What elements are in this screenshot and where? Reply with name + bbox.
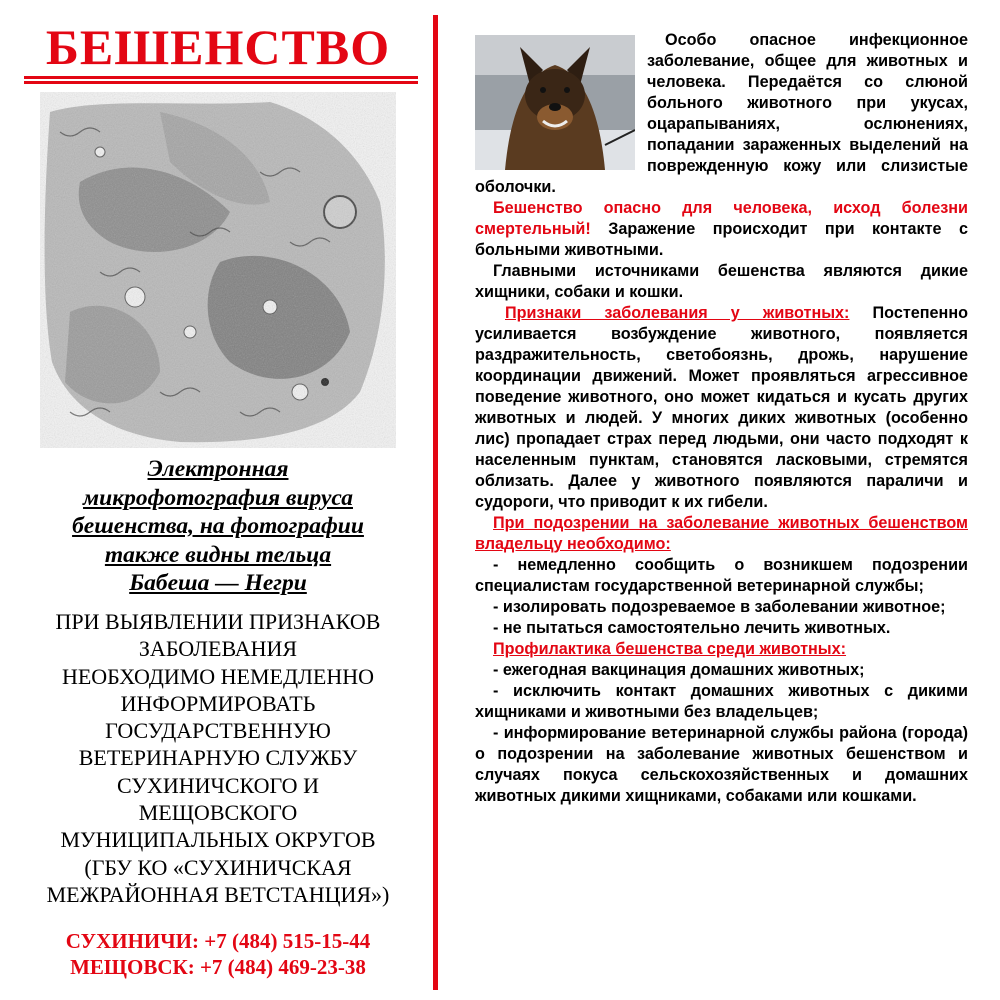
virus-micrograph-image xyxy=(40,92,396,448)
notice-line: (ГБУ КО «СУХИНИЧСКАЯ xyxy=(84,854,352,880)
notice-line: МЕЖРАЙОННАЯ ВЕТСТАНЦИЯ») xyxy=(46,881,390,907)
micrograph-caption xyxy=(18,455,418,598)
sources-paragraph: Главными источниками бешенства являются дикие хищники, собаки и кошки. xyxy=(475,262,968,301)
signs-text: Постепенно усиливается возбуждение животного, появляется раздражительность, светобоязнь, дрожь, нарушение координации движений. Может проявляться агрессивное поведение животного, оно может кидаться и кусать других животных и людей. У многих диких животных (особенно лис) пропадает страх перед людьми, они часто подходят к населенным пунктам, становятся ласковыми, стремятся облизать. Далее у животного появляются параличи и судороги, что приводит к их гибели. xyxy=(475,304,968,511)
notice-line: МУНИЦИПАЛЬНЫХ ОКРУГОВ xyxy=(60,827,376,853)
caption-line: Бабеша — Негри xyxy=(129,570,307,596)
phone-meshchovsk: МЕЩОВСК: +7 (484) 469-23-38 xyxy=(70,955,366,979)
title-underline-1 xyxy=(24,76,418,79)
owner-item: - изолировать подозреваемое в заболевании животное; xyxy=(493,598,946,616)
prevention-item: - исключить контакт домашних животных с дикими хищниками и животными без владельцев; xyxy=(475,682,968,721)
notice-line: НЕОБХОДИМО НЕМЕДЛЕННО xyxy=(61,663,375,689)
signs-paragraph xyxy=(475,303,968,513)
prevention-item: - ежегодная вакцинация домашних животных; xyxy=(493,661,865,679)
prevention-item: - информирование ветеринарной службы района (города) о подозрении на заболевание животных бешенством и случаях покуса сельскохозяйственных и домашних животных дикими хищниками, собаками или кошками. xyxy=(475,724,968,805)
left-column xyxy=(18,19,418,979)
owner-heading: При подозрении на заболевание животных бешенством владельцу необходимо: xyxy=(475,514,968,553)
right-column xyxy=(475,30,968,807)
notice-line: ЗАБОЛЕВАНИЯ xyxy=(138,636,298,662)
owner-item: - не пытаться самостоятельно лечить животных. xyxy=(493,619,891,637)
phone-sukhinichi: СУХИНИЧИ: +7 (484) 515-15-44 xyxy=(65,929,371,953)
intro-paragraph: Особо опасное инфекционное заболевание, общее для животных и человека. Передаётся со слюной больного животного при укусах, оцарапываниях, ослюнениях, попадании зараженных выделений на поврежденную кожу или слизистые оболочки. xyxy=(475,31,968,196)
notice-line: МЕЩОВСКОГО xyxy=(138,800,298,826)
notice-text xyxy=(18,608,418,908)
caption-line: микрофотография вируса xyxy=(83,484,353,511)
caption-line: также видны тельца xyxy=(104,541,332,568)
prevention-heading: Профилактика бешенства среди животных: xyxy=(493,640,847,658)
caption-line: Электронная xyxy=(147,456,289,482)
dog-photo xyxy=(475,35,635,170)
notice-line: ПРИ ВЫЯВЛЕНИИ ПРИЗНАКОВ xyxy=(55,609,381,634)
caption-line: бешенства, на фотографии xyxy=(72,513,364,539)
notice-line: ВЕТЕРИНАРНУЮ СЛУЖБУ xyxy=(78,745,358,771)
signs-heading: Признаки заболевания у животных: xyxy=(505,304,850,322)
notice-line: ИНФОРМИРОВАТЬ xyxy=(120,690,316,716)
danger-warning: Бешенство опасно для человека, исход болезни смертельный! xyxy=(475,199,968,238)
title-underline-2 xyxy=(24,81,418,84)
column-divider xyxy=(433,15,438,990)
page-title: БЕШЕНСТВО xyxy=(45,19,391,75)
owner-item: - немедленно сообщить о возникшем подозрении специалистам государственной ветеринарной службы; xyxy=(475,556,968,595)
contact-phones xyxy=(18,928,418,980)
notice-line: СУХИНИЧСКОГО И xyxy=(117,772,319,798)
danger-detail: Заражение происходит при контакте с больными животными. xyxy=(475,220,968,259)
notice-line: ГОСУДАРСТВЕННУЮ xyxy=(105,718,331,744)
danger-paragraph xyxy=(475,198,968,261)
